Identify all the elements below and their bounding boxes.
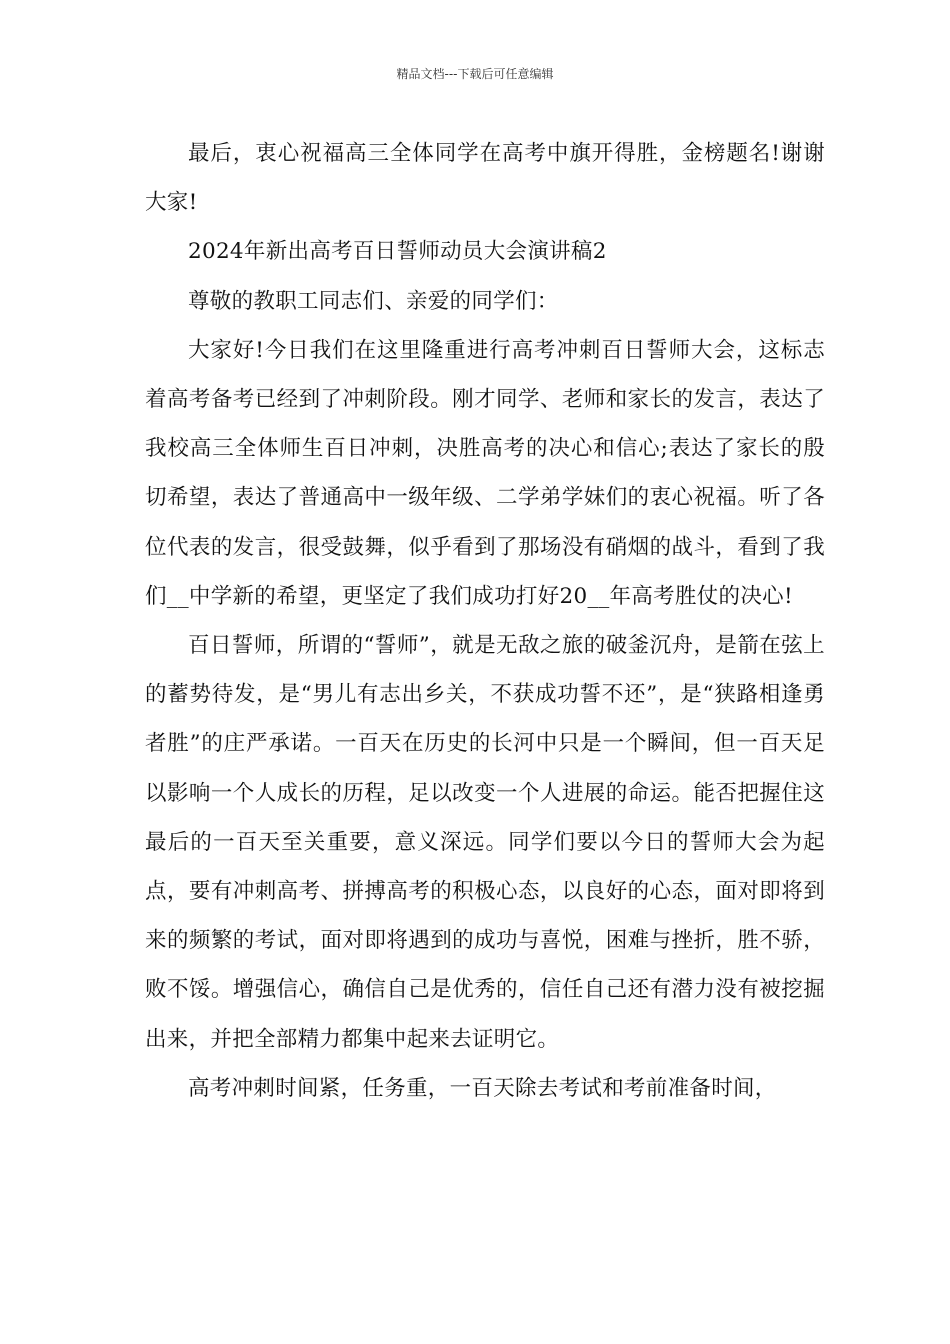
- page-header: 精品文档---下载后可任意编辑: [396, 67, 554, 81]
- body-paragraph: 大家好!今日我们在这里隆重进行高考冲刺百日誓师大会，这标志着高考备考已经到了冲刺阶段。刚才同学、老师和家长的发言，表达了我校高三全体师生百日冲刺，决胜高考的决心和信心;表达了家长的殷切希望，表达了普通高中一级年级、二学弟学妹们的衷心祝福。听了各位代表的发言，很受鼓舞，似乎看到了那场没有硝烟的战斗，看到了我们__中学新的希望，更坚定了我们成功打好20__年高考胜仗的决心!: [145, 337, 825, 609]
- document-body: [145, 129, 825, 1113]
- salutation: 尊敬的教职工同志们、亲爱的同学们：: [188, 288, 559, 314]
- body-paragraph: 百日誓师，所谓的“誓师”，就是无敌之旅的破釜沉舟，是箭在弦上的蓄势待发，是“男儿有志出乡关，不获成功誓不还”，是“狭路相逢勇者胜”的庄严承诺。一百天在历史的长河中只是一个瞬间，但一百天足以影响一个人成长的历程，足以改变一个人进展的命运。能否把握住这最后的一百天至关重要，意义深远。同学们要以今日的誓师大会为起点，要有冲刺高考、拼搏高考的积极心态，以良好的心态，面对即将到来的频繁的考试，面对即将遇到的成功与喜悦，困难与挫折，胜不骄，败不馁。增强信心，确信自己是优秀的，信任自己还有潜力没有被挖掘出来，并把全部精力都集中起来去证明它。: [145, 633, 825, 1052]
- body-paragraph: 高考冲刺时间紧，任务重，一百天除去考试和考前准备时间，: [188, 1075, 777, 1101]
- closing-paragraph: 最后，衷心祝福高三全体同学在高考中旗开得胜，金榜题名!谢谢大家!: [145, 141, 825, 216]
- document-title: 2024年新出高考百日誓师动员大会演讲稿2: [188, 239, 607, 265]
